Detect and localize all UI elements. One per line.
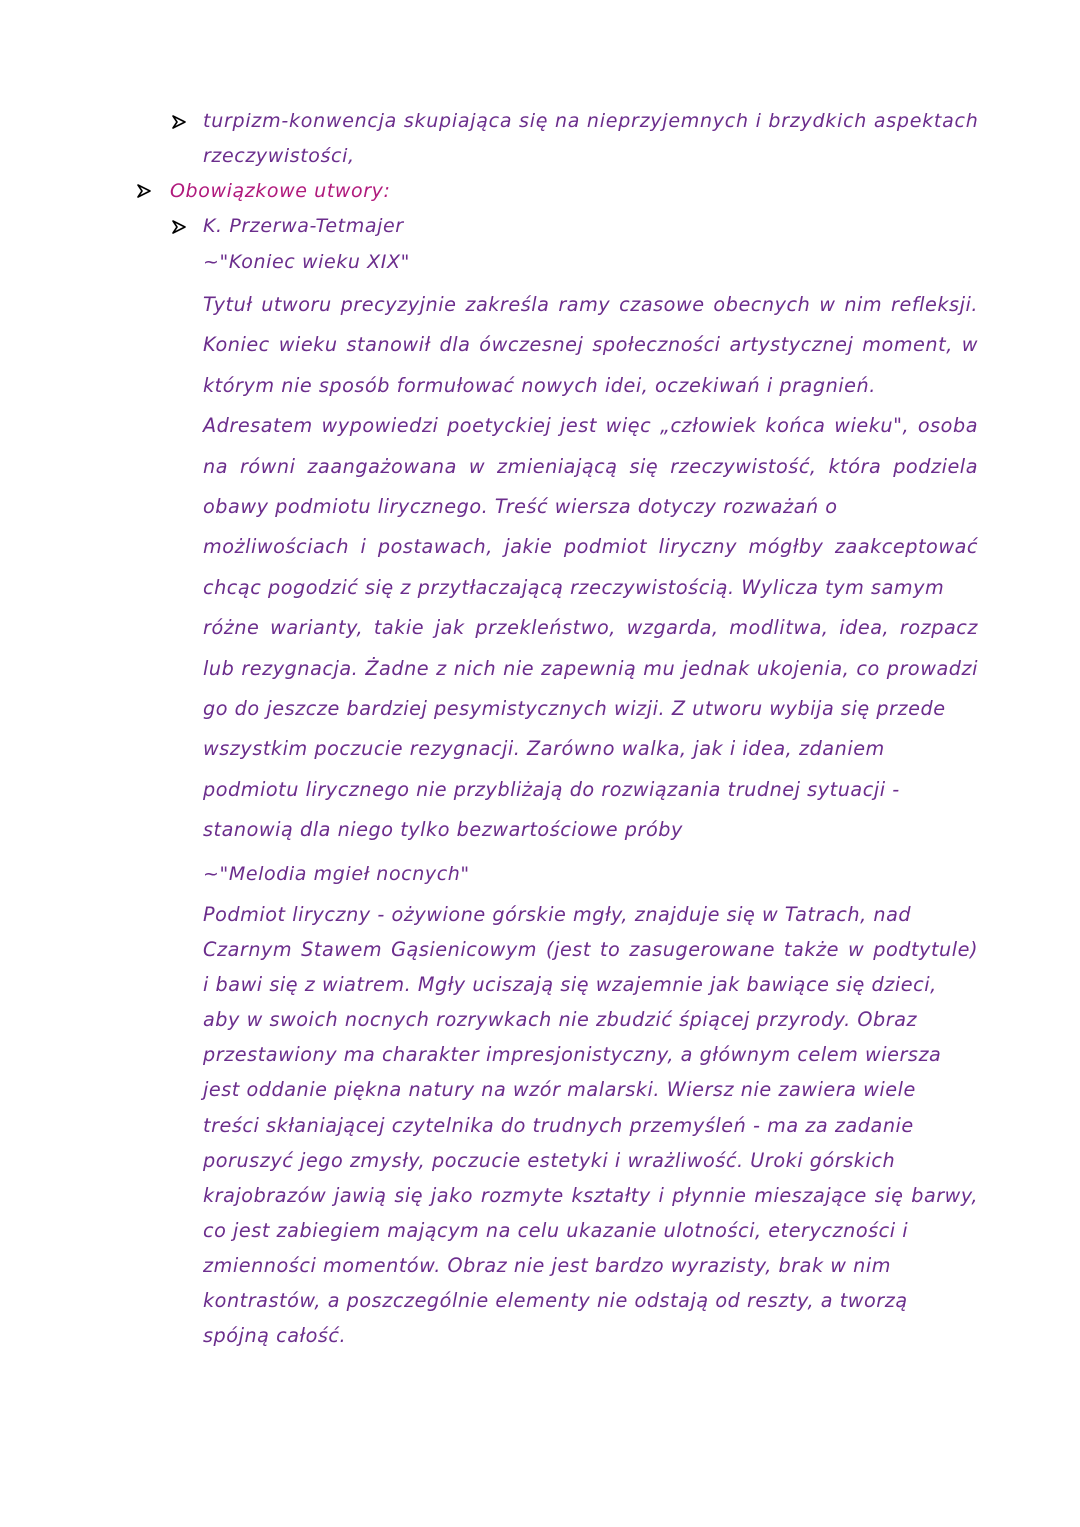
poem-1-line: Tytuł utworu precyzyjnie zakreśla ramy czasowe obecnych w nim refleksji. [203,293,978,316]
poem-1-line: którym nie sposób formułować nowych idei, oczekiwań i pragnień. [203,373,876,397]
poem-1-line: stanowią dla niego tylko bezwartościowe próby [203,818,683,842]
poem-2-line: Czarnym Stawem Gąsienicowym (jest to zasugerowane także w podtytule) [203,938,978,962]
bullet-item-line-1: turpizm-konwencja skupiająca się na nieprzyjemnych i brzydkich aspektach [203,110,979,132]
poem-2-line: i bawi się z wiatrem. Mgły uciszają się wzajemnie jak bawiące się dzieci, [203,973,937,997]
poem-2-line: przestawiony ma charakter impresjonistyczny, a głównym celem wiersza [203,1043,942,1067]
poem-1-title: ~"Koniec wieku XIX" [203,251,410,273]
poem-1-line: Adresatem wypowiedzi poetyckiej jest więc „człowiek końca wieku", osoba [203,414,978,438]
arrowhead-bullet-icon [172,115,186,129]
poem-2-line: Podmiot liryczny - ożywione górskie mgły, znajduje się w Tatrach, nad [203,903,912,926]
poem-2-description [203,897,978,1353]
poem-2-line: spójną całość. [203,1324,347,1348]
author-name: K. Przerwa-Tetmajer [203,215,404,237]
poem-2-line: treści skłaniającej czytelnika do trudnych przemyśleń - ma za zadanie [203,1113,914,1137]
poem-2-line: co jest zabiegiem mającym na celu ukazanie ulotności, eteryczności i [203,1218,909,1242]
bullet-item-line-2: rzeczywistości, [203,145,355,167]
poem-1-line: możliwościach i postawach, jakie podmiot liryczny mógłby zaakceptować [203,535,978,559]
poem-2-line: poruszyć jego zmysły, poczucie estetyki i wrażliwość. Uroki górskich [203,1148,896,1172]
poem-2-line: aby w swoich nocnych rozrywkach nie zbudzić śpiącej przyrody. Obraz [203,1008,918,1032]
poem-1-line: podmiotu lirycznego nie przybliżają do rozwiązania trudnej sytuacji - [203,777,900,801]
poem-2-line: zmienności momentów. Obraz nie jest bardzo wyrazisty, brak w nim [203,1253,892,1277]
poem-1-line: chcąc pogodzić się z przytłaczającą rzeczywistością. Wylicza tym samym [203,575,945,599]
poem-1-line: różne warianty, takie jak przekleństwo, wzgarda, modlitwa, idea, rozpacz [203,616,978,640]
poem-2-title: ~"Melodia mgieł nocnych" [203,863,470,885]
section-heading: Obowiązkowe utwory: [170,180,391,202]
poem-1-line: na równi zaangażowana w zmieniającą się rzeczywistość, która podziela [203,454,978,478]
poem-2-line: kontrastów, a poszczególnie elementy nie odstają od reszty, a tworzą [203,1289,908,1313]
poem-2-line: krajobrazów jawią się jako rozmyte kształty i płynnie mieszające się barwy, [203,1183,978,1207]
poem-1-line: wszystkim poczucie rezygnacji. Zarówno walka, jak i idea, zdaniem [203,737,885,761]
arrowhead-bullet-icon [137,184,151,198]
poem-2-line: jest oddanie piękna natury na wzór malarski. Wiersz nie zawiera wiele [203,1078,916,1102]
poem-1-line: lub rezygnacja. Żadne z nich nie zapewnią mu jednak ukojenia, co prowadzi [203,656,978,680]
poem-1-line: go do jeszcze bardziej pesymistycznych wizji. Z utworu wybija się przede [203,697,946,721]
poem-1-line: obawy podmiotu lirycznego. Treść wiersza dotyczy rozważań o [203,495,838,519]
poem-1-line: Koniec wieku stanowił dla ówczesnej społeczności artystycznej moment, w [203,333,978,357]
arrowhead-bullet-icon [172,220,186,234]
poem-1-description [203,285,978,851]
